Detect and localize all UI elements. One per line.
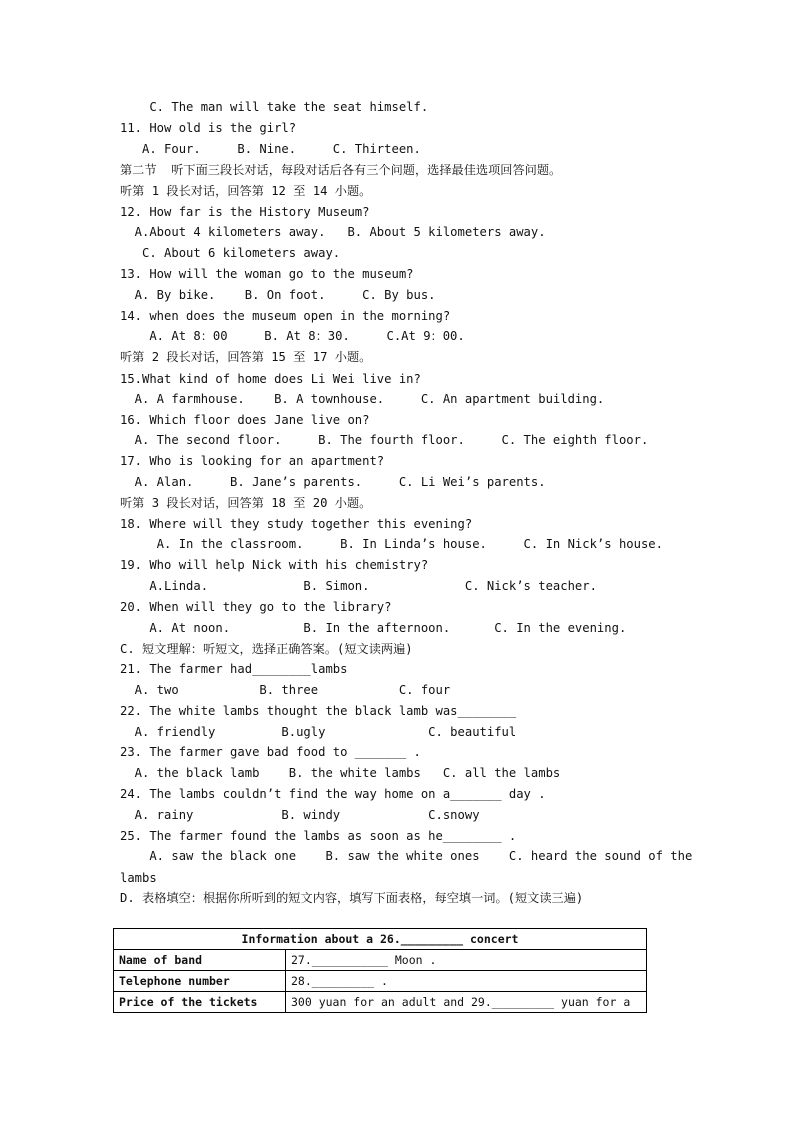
dialog-instruction: 听第 3 段长对话，回答第 18 至 20 小题。 <box>120 496 372 510</box>
question-18: 18. Where will they study together this evening? <box>120 517 473 531</box>
question-22: 22. The white lambs thought the black lamb was________ <box>120 704 517 718</box>
options-21: A. two B. three C. four <box>120 683 451 697</box>
dialog-instruction: 听第 1 段长对话，回答第 12 至 14 小题。 <box>120 184 372 198</box>
options-19: A.Linda. B. Simon. C. Nick’s teacher. <box>120 579 597 593</box>
options-12-ab: A.About 4 kilometers away. B. About 5 kilometers away. <box>120 225 546 239</box>
options-13: A. By bike. B. On foot. C. By bus. <box>120 288 436 302</box>
question-20: 20. When will they go to the library? <box>120 600 392 614</box>
question-19: 19. Who will help Nick with his chemistry? <box>120 558 429 572</box>
dialog-instruction: 听第 2 段长对话，回答第 15 至 17 小题。 <box>120 350 372 364</box>
question-24: 24. The lambs couldn’t find the way home on a_______ day . <box>120 787 546 801</box>
row-value: 27.___________ Moon . <box>286 950 647 971</box>
row-value: 28._________ . <box>286 971 647 992</box>
question-14: 14. when does the museum open in the morning? <box>120 309 451 323</box>
table-header: Information about a 26._________ concert <box>114 929 647 950</box>
options-15: A. A farmhouse. B. A townhouse. C. An apartment building. <box>120 392 605 406</box>
row-label: Telephone number <box>114 971 286 992</box>
options-14: A. At 8：00 B. At 8：30. C.At 9：00. <box>120 329 465 343</box>
table-row <box>114 971 647 992</box>
question-25: 25. The farmer found the lambs as soon as he________ . <box>120 829 517 843</box>
question-16: 16. Which floor does Jane live on? <box>120 413 370 427</box>
options-18: A. In the classroom. B. In Linda’s house. C. In Nick’s house. <box>120 537 663 551</box>
section-heading: 第二节 听下面三段长对话，每段对话后各有三个问题，选择最佳选项回答问题。 <box>120 163 562 177</box>
options-24: A. rainy B. windy C.snowy <box>120 808 480 822</box>
options-22: A. friendly B.ugly C. beautiful <box>120 725 517 739</box>
options-25: A. saw the black one B. saw the white ones C. heard the sound of the <box>120 849 693 863</box>
question-21: 21. The farmer had________lambs <box>120 662 348 676</box>
section-heading: C. 短文理解：听短文，选择正确答案。(短文读两遍) <box>120 642 413 656</box>
question-11: 11. How old is the girl? <box>120 121 297 135</box>
question-13: 13. How will the woman go to the museum? <box>120 267 414 281</box>
row-label: Price of the tickets <box>114 992 286 1013</box>
row-value: 300 yuan for an adult and 29._________ yuan for a <box>286 992 647 1013</box>
question-12: 12. How far is the History Museum? <box>120 205 370 219</box>
table-row <box>114 950 647 971</box>
options-25-continued: lambs <box>120 871 157 885</box>
table-row <box>114 992 647 1013</box>
question-17: 17. Who is looking for an apartment? <box>120 454 385 468</box>
options-20: A. At noon. B. In the afternoon. C. In the evening. <box>120 621 627 635</box>
options-16: A. The second floor. B. The fourth floor. C. The eighth floor. <box>120 433 649 447</box>
section-heading: D. 表格填空：根据你所听到的短文内容，填写下面表格，每空填一词。(短文读三遍) <box>120 891 584 905</box>
table-header-row <box>114 929 647 950</box>
options-17: A. Alan. B. Jane’s parents. C. Li Wei’s parents. <box>120 475 546 489</box>
options-23: A. the black lamb B. the white lambs C. all the lambs <box>120 766 561 780</box>
row-label: Name of band <box>114 950 286 971</box>
question-15: 15.What kind of home does Li Wei live in? <box>120 372 421 386</box>
question-23: 23. The farmer gave bad food to _______ . <box>120 745 421 759</box>
options-11: A. Four. B. Nine. C. Thirteen. <box>120 142 421 156</box>
options-12-c: C. About 6 kilometers away. <box>120 246 341 260</box>
text-line: C. The man will take the seat himself. <box>120 100 429 114</box>
info-table <box>113 928 647 1013</box>
